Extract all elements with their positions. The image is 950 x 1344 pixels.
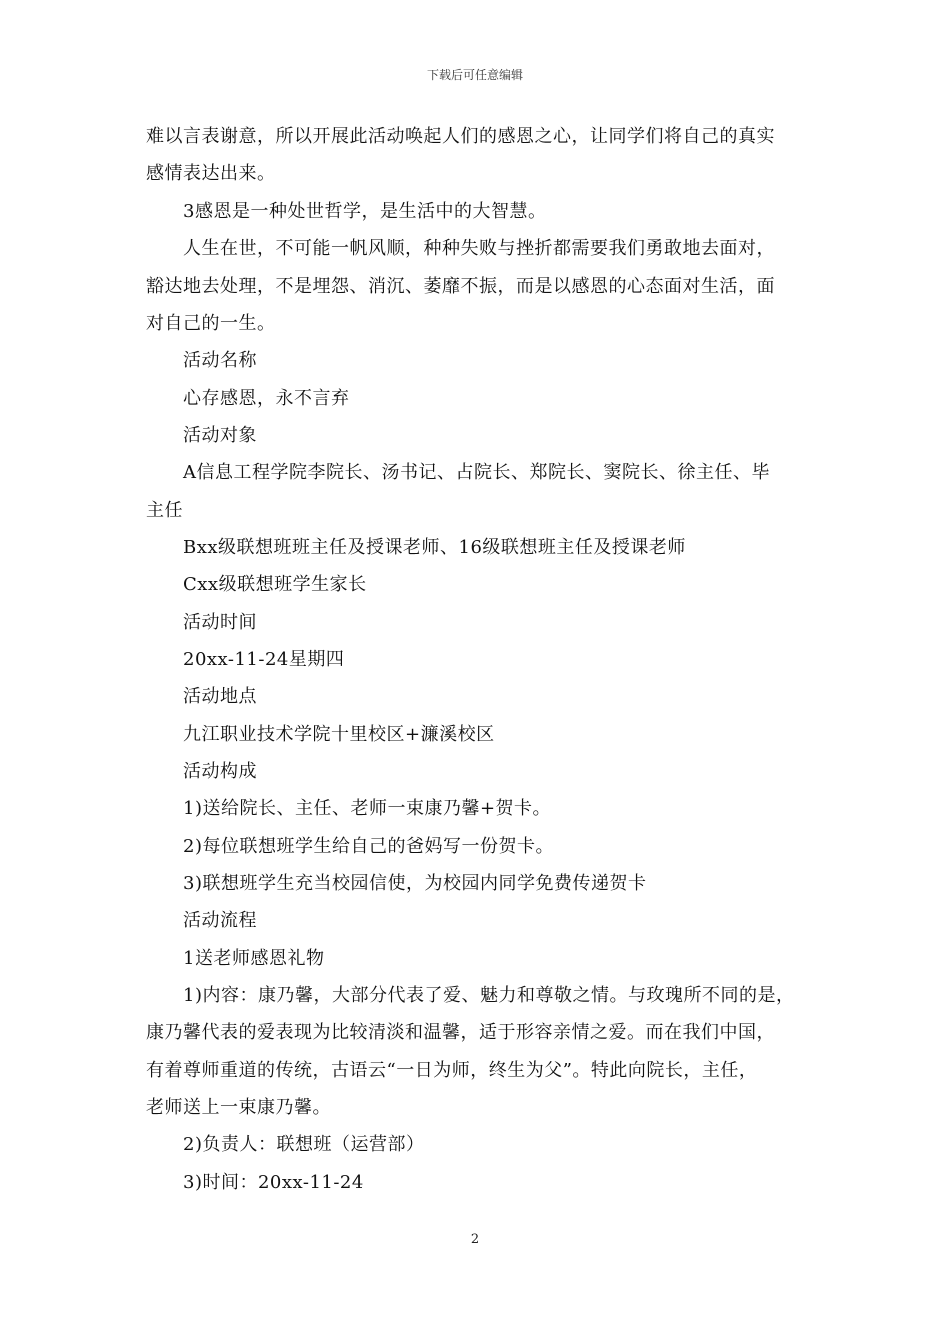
paragraph-line: 对自己的一生。 xyxy=(146,313,276,334)
paragraph-line: 康乃馨代表的爱表现为比较清淡和温馨，适于形容亲情之爱。而在我们中国， xyxy=(146,1022,775,1043)
section-heading: 活动时间 xyxy=(183,612,257,633)
page-header: 下载后可任意编辑 xyxy=(426,68,523,82)
paragraph-line: 心存感恩，永不言弃 xyxy=(183,388,350,409)
section-heading: 活动名称 xyxy=(183,350,257,371)
paragraph-line: 难以言表谢意，所以开展此活动唤起人们的感恩之心，让同学们将自己的真实 xyxy=(146,126,775,147)
paragraph-line: A信息工程学院李院长、汤书记、占院长、郑院长、窦院长、徐主任、毕 xyxy=(183,462,770,483)
list-item: 1)送给院长、主任、老师一束康乃馨+贺卡。 xyxy=(183,798,552,819)
paragraph-line: Cxx级联想班学生家长 xyxy=(183,574,367,595)
paragraph-line: Bxx级联想班班主任及授课老师、16级联想班主任及授课老师 xyxy=(183,537,686,558)
list-item: 2)负责人：联想班（运营部） xyxy=(183,1134,425,1155)
list-item: 2)每位联想班学生给自己的爸妈写一份贺卡。 xyxy=(183,836,554,857)
paragraph-line: 九江职业技术学院十里校区+濂溪校区 xyxy=(183,724,495,745)
paragraph-line: 有着尊师重道的传统，古语云“一日为师，终生为父”。特此向院长，主任， xyxy=(146,1060,758,1081)
paragraph-line: 20xx-11-24星期四 xyxy=(183,649,345,670)
page-number: 2 xyxy=(470,1232,480,1247)
section-heading: 活动对象 xyxy=(183,425,257,446)
section-heading: 活动地点 xyxy=(183,686,257,707)
paragraph-line: 3感恩是一种处世哲学，是生活中的大智慧。 xyxy=(183,201,547,222)
paragraph-line: 人生在世，不可能一帆风顺，种种失败与挫折都需要我们勇敢地去面对， xyxy=(183,238,775,259)
list-item: 1)内容：康乃馨，大部分代表了爱、魅力和尊敬之情。与玫瑰所不同的是， xyxy=(183,985,795,1006)
list-item: 3)联想班学生充当校园信使，为校园内同学免费传递贺卡 xyxy=(183,873,647,894)
section-heading: 活动构成 xyxy=(183,761,257,782)
paragraph-line: 豁达地去处理，不是埋怨、消沉、萎靡不振，而是以感恩的心态面对生活，面 xyxy=(146,276,775,297)
paragraph-line: 主任 xyxy=(146,500,183,521)
section-heading: 活动流程 xyxy=(183,910,257,931)
paragraph-line: 感情表达出来。 xyxy=(146,163,276,184)
paragraph-line: 1送老师感恩礼物 xyxy=(183,948,325,969)
paragraph-line: 老师送上一束康乃馨。 xyxy=(146,1097,331,1118)
list-item: 3)时间：20xx-11-24 xyxy=(183,1172,364,1193)
